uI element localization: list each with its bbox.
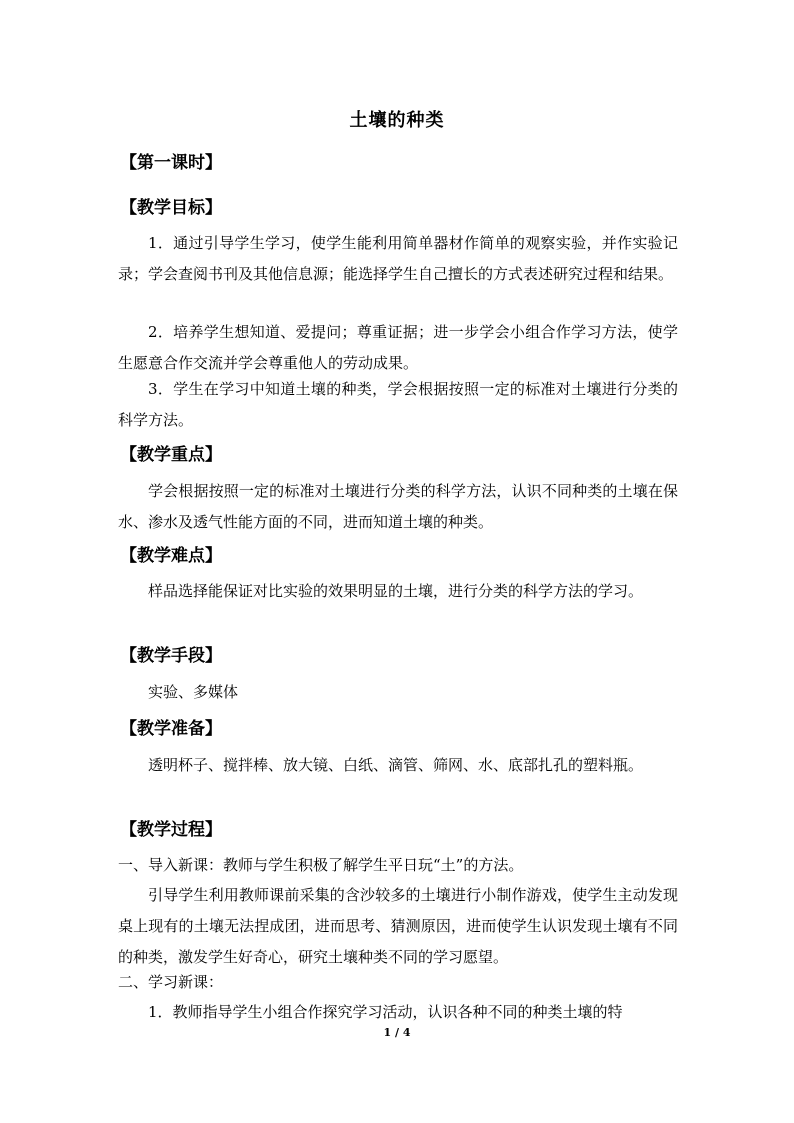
difficulty-text: 样品选择能保证对比实验的效果明显的土壤，进行分类的科学方法的学习。 [148, 582, 644, 600]
difficulty-heading: 【教学难点】 [120, 546, 222, 566]
objectives-heading: 【教学目标】 [120, 198, 222, 218]
step-1-text: 引导学生利用教师课前采集的含沙较多的土壤进行小制作游戏，使学生主动发现桌上现有的土壤无法捏成团，进而思考、猜测原因，进而使学生认识发现土壤有不同的种类，激发学生好奇心，研究土壤种类不同的学习愿望。 [118, 886, 678, 966]
preparation-text: 透明杯子、搅拌棒、放大镜、白纸、滴管、筛网、水、底部扎孔的塑料瓶。 [148, 756, 644, 774]
step-2: 二、学习新课： [118, 973, 224, 991]
page-number: 1 / 4 [383, 1026, 411, 1039]
teaching-means-text: 实验、多媒体 [148, 683, 239, 701]
objective-2: 2．培养学生想知道、爱提问；尊重证据；进一步学会小组合作学习方法，使学生愿意合作交流并学会尊重他人的劳动成果。 [118, 323, 678, 372]
lesson-heading: 【第一课时】 [120, 153, 222, 173]
process-heading: 【教学过程】 [120, 820, 222, 840]
preparation-heading: 【教学准备】 [120, 719, 222, 739]
objective-1: 1．通过引导学生学习，使学生能利用简单器材作简单的观察实验，并作实验记录；学会查阅书刊及其他信息源；能选择学生自己擅长的方式表述研究过程和结果。 [118, 234, 678, 283]
key-points-text: 学会根据按照一定的标准对土壤进行分类的科学方法，认识不同种类的土壤在保水、渗水及透气性能方面的不同，进而知道土壤的种类。 [118, 482, 678, 531]
key-points-heading: 【教学重点】 [120, 445, 222, 465]
step-1: 一、导入新课：教师与学生积极了解学生平日玩“土”的方法。 [118, 856, 524, 874]
objective-3: 3．学生在学习中知道土壤的种类，学会根据按照一定的标准对土壤进行分类的科学方法。 [118, 380, 678, 429]
document-title: 土壤的种类 [349, 110, 445, 131]
teaching-means-heading: 【教学手段】 [120, 646, 222, 666]
step-2-item-1: 1．教师指导学生小组合作探究学习活动，认识各种不同的种类土壤的特 [148, 1003, 623, 1021]
